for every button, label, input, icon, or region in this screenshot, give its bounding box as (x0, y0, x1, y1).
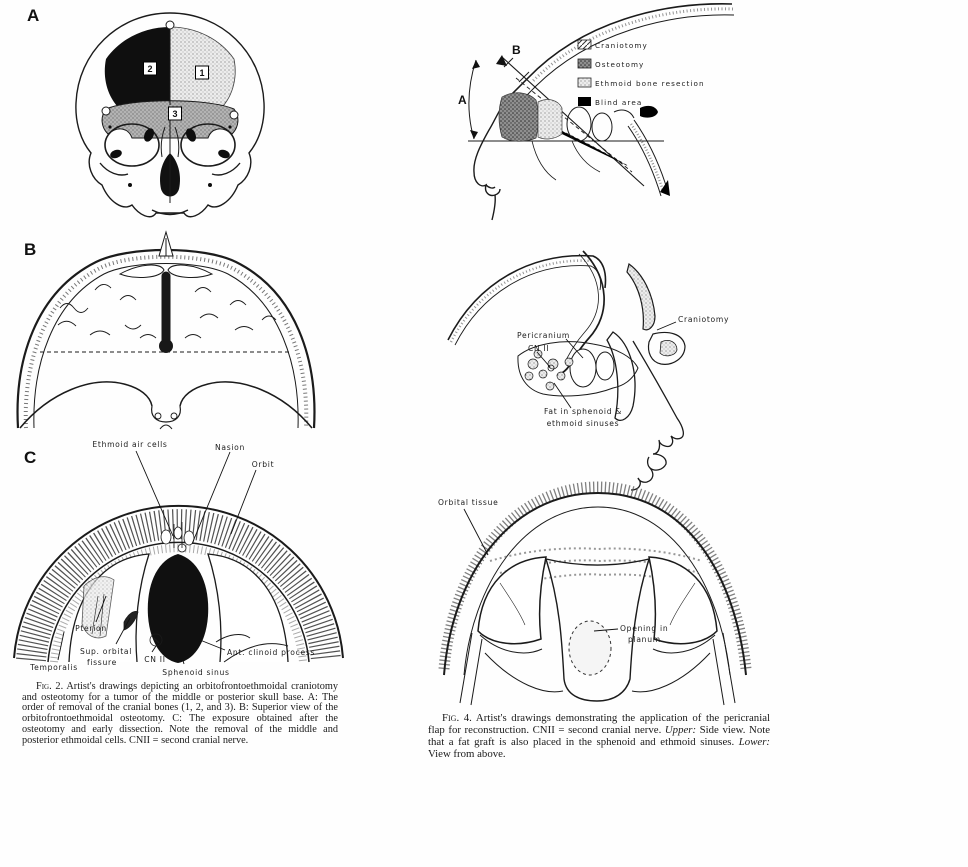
tumor-sphenoid-mass (148, 554, 208, 663)
orbital-roofs-sella (20, 382, 312, 429)
cn2-label: CN II (528, 344, 550, 353)
panel-label-c: C (24, 448, 37, 467)
ethmoid-air-cells-label: Ethmoid air cells (92, 440, 168, 449)
fig4-caption-lower: Lower: (738, 736, 770, 749)
fig4-caption-text-2: Side view. Note that a fat graft is also placed in the sphenoid and ethmoid sinuses. (428, 724, 771, 749)
sagittal-sinus (159, 276, 173, 353)
ant-clinoid-label: Ant. clinoid process (227, 648, 316, 657)
fat-graft-label-1: Fat in sphenoid & (544, 407, 622, 416)
fig4-caption-text-3: View from above. (428, 748, 506, 761)
svg-text:1: 1 (199, 68, 205, 78)
svg-text:Osteotomy: Osteotomy (595, 60, 645, 69)
figure-skull-front (52, 5, 282, 225)
svg-text:2: 2 (147, 64, 153, 74)
fig4-caption (428, 712, 770, 760)
sup-orbital-fissure-label-1: Sup. orbital (79, 647, 133, 656)
crista-galli-frontal-sinus (120, 232, 212, 277)
figure-exposure-view (6, 436, 351, 684)
legend (578, 40, 705, 107)
legend-row-craniotomy (578, 40, 648, 50)
figure-pericranial-flap-side (433, 246, 743, 494)
legend-row-blind-area (578, 97, 642, 107)
sup-orbital-fissure-label-2: fissure (86, 658, 118, 667)
opening-label-1: Opening in (620, 624, 669, 633)
craniotomy-label: Craniotomy (678, 315, 730, 324)
pterion-label: Pterion (75, 624, 107, 633)
fig2-caption (22, 682, 338, 746)
svg-text:Craniotomy: Craniotomy (595, 41, 648, 50)
fig2-caption-number: Fig. 2. (36, 681, 64, 692)
skull-vault-profile (506, 4, 734, 106)
sphenoid-sinus-label: Sphenoid sinus (162, 668, 230, 677)
figure-sagittal-angles (432, 0, 752, 222)
bone-number-1 (196, 66, 209, 79)
legend-row-ethmoid-resection (578, 78, 705, 88)
svg-text:Blind area: Blind area (595, 98, 643, 107)
svg-text:Ethmoid bone resection: Ethmoid bone resection (595, 79, 705, 88)
opening-in-planum (569, 621, 611, 675)
craniotomy-region-2-black (105, 27, 170, 111)
legend-row-osteotomy (578, 59, 644, 69)
fig4-caption-number: Fig. 4. (442, 712, 472, 724)
bone-number-2 (144, 62, 157, 75)
cn2-label: CN II (144, 655, 166, 664)
pericranium-label: Pericranium (517, 331, 570, 340)
nasion-label: Nasion (214, 443, 246, 452)
angle-a-measure (469, 60, 480, 139)
panel-label-b: B (24, 240, 37, 259)
angle-b-label: B (512, 43, 521, 57)
orbit-label: Orbit (251, 460, 275, 469)
svg-text:3: 3 (172, 109, 178, 119)
ethmoid-resection-region (538, 100, 562, 139)
figure-flap-view-above (430, 463, 765, 708)
panel-label-a: A (27, 6, 40, 25)
opening-label-2: planum (628, 635, 661, 644)
temporalis-label: Temporalis (30, 663, 78, 672)
bone-number-3 (169, 107, 182, 120)
fig4-caption-text-1: Artist's drawings demonstrating the application of the pericranial flap for reconstruction. CNII = second cranial nerve. (428, 712, 770, 737)
orbital-tissue-label: Orbital tissue (438, 498, 499, 507)
craniotomy-bone-flaps (627, 264, 685, 364)
fat-graft-label-2: ethmoid sinuses (546, 419, 620, 428)
fig2-caption-text: Artist's drawings depicting an orbitofrontoethmoidal craniotomy and osteotomy for a tumor of the middle or posterior skull base. A: The order of removal of the cranial bones (1, 2, and 3). B: Superior view of the orbitofrontoethmoidal osteotomy. C: The exposure obtained after the osteotomy and early dissection. Note the removal of the middle and posterior ethmoidal cells. CNII = second cranial nerve. (22, 681, 338, 746)
angle-a-label: A (458, 93, 467, 107)
figure-superior-osteotomy (0, 230, 332, 432)
osteotomy-region (499, 93, 538, 142)
fig4-caption-upper: Upper: (664, 724, 697, 737)
